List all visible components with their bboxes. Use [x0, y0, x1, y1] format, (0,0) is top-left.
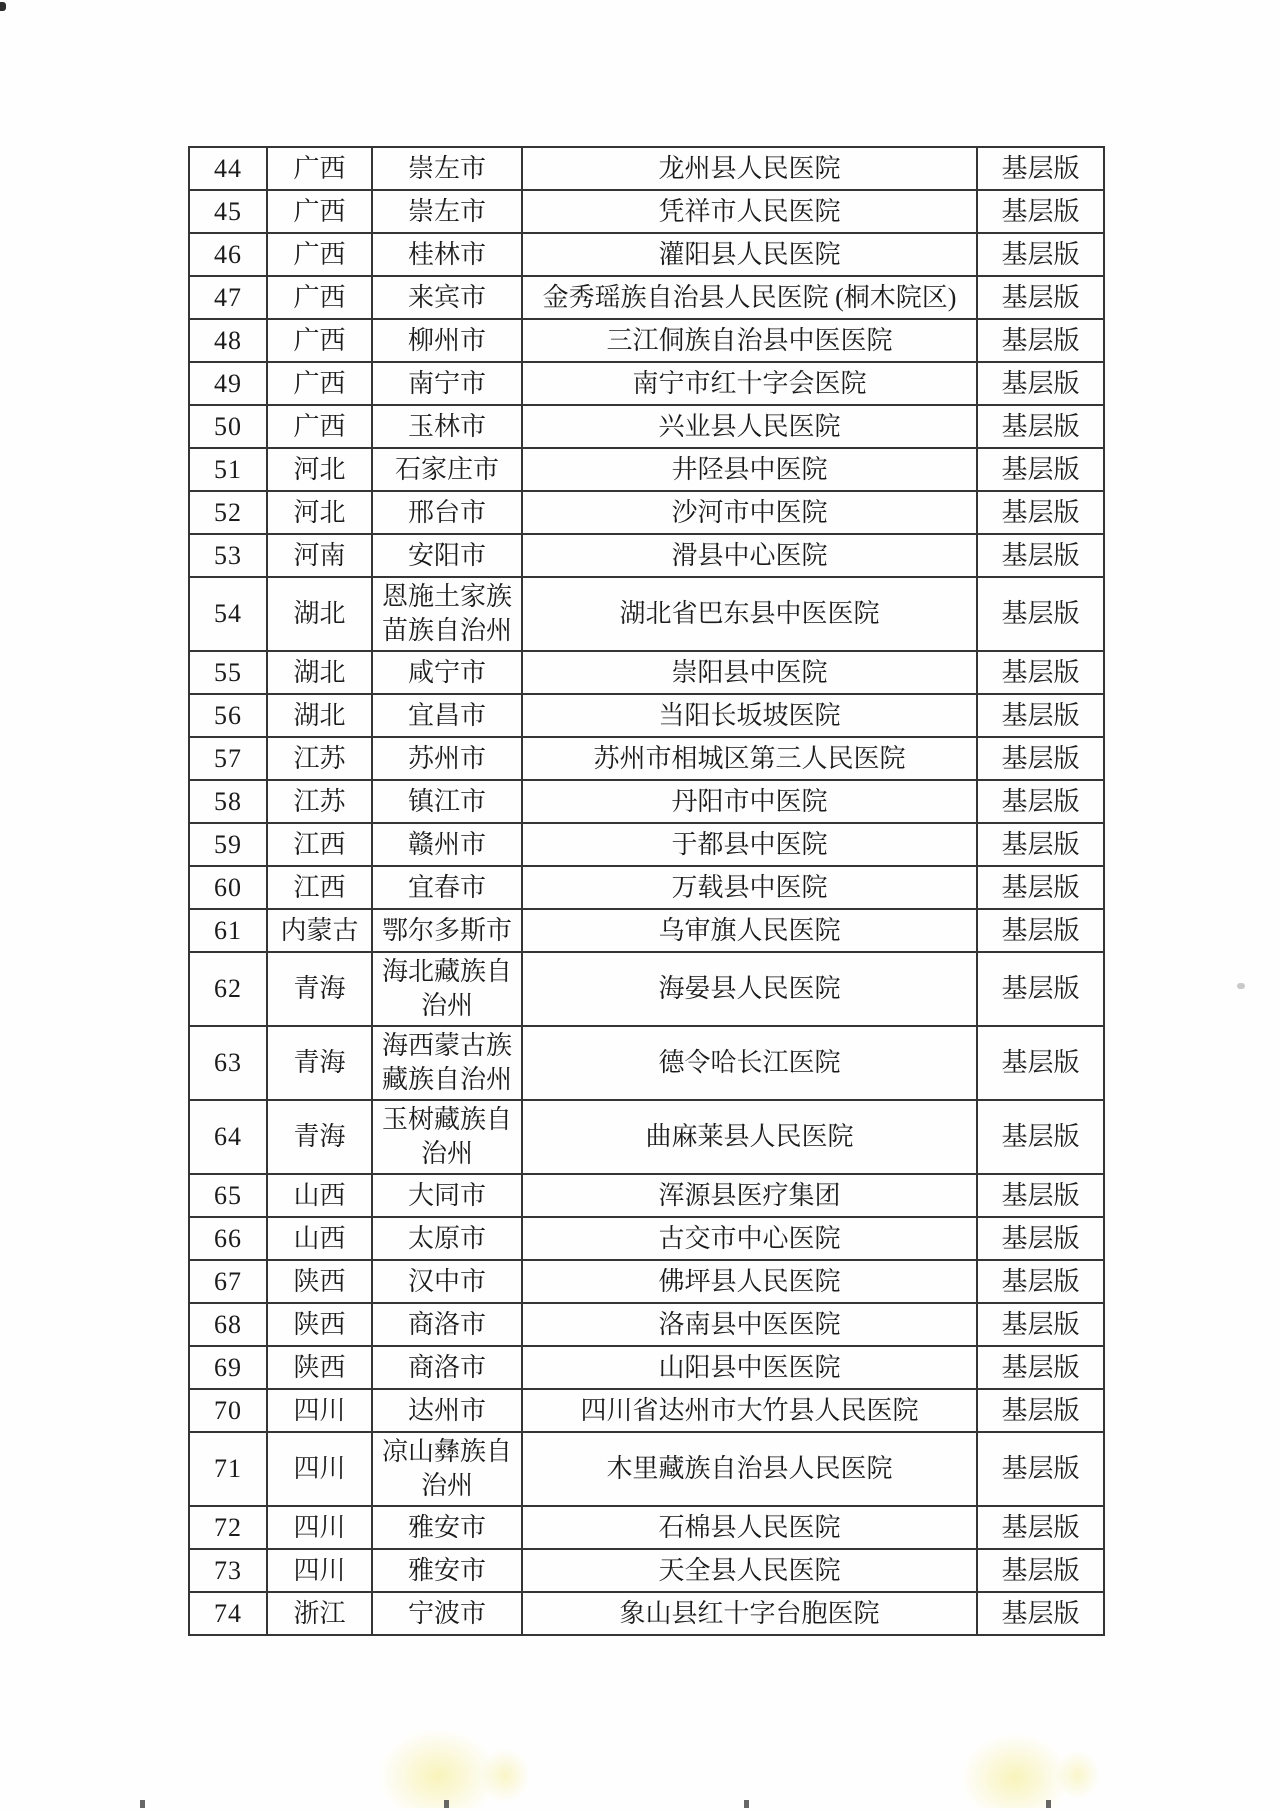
- cell-province: 湖北: [267, 577, 372, 651]
- cell-hospital: 湖北省巴东县中医医院: [522, 577, 977, 651]
- cell-city: 镇江市: [372, 780, 522, 823]
- cell-hospital: 井陉县中医院: [522, 448, 977, 491]
- cell-province: 湖北: [267, 651, 372, 694]
- hospital-list-table: [188, 146, 1105, 1636]
- table-row: [189, 233, 1104, 276]
- cell-number: 67: [189, 1260, 267, 1303]
- table-row: [189, 190, 1104, 233]
- cell-number: 49: [189, 362, 267, 405]
- table-row: [189, 147, 1104, 190]
- cell-city: 石家庄市: [372, 448, 522, 491]
- cell-city: 宁波市: [372, 1592, 522, 1635]
- cell-number: 69: [189, 1346, 267, 1389]
- cell-hospital: 三江侗族自治县中医医院: [522, 319, 977, 362]
- table-row: [189, 1026, 1104, 1100]
- cell-edition: 基层版: [977, 866, 1104, 909]
- cell-number: 53: [189, 534, 267, 577]
- cell-edition: 基层版: [977, 577, 1104, 651]
- cell-city: 大同市: [372, 1174, 522, 1217]
- cell-hospital: 海晏县人民医院: [522, 952, 977, 1026]
- cell-edition: 基层版: [977, 823, 1104, 866]
- cell-city: 商洛市: [372, 1303, 522, 1346]
- cell-city: 苏州市: [372, 737, 522, 780]
- cell-province: 浙江: [267, 1592, 372, 1635]
- cell-edition: 基层版: [977, 1346, 1104, 1389]
- cell-province: 四川: [267, 1506, 372, 1549]
- table-row: [189, 1389, 1104, 1432]
- table-row: [189, 1260, 1104, 1303]
- cell-province: 江西: [267, 866, 372, 909]
- cell-city: 宜春市: [372, 866, 522, 909]
- cell-province: 山西: [267, 1174, 372, 1217]
- cell-number: 72: [189, 1506, 267, 1549]
- cell-city: 邢台市: [372, 491, 522, 534]
- cell-hospital: 佛坪县人民医院: [522, 1260, 977, 1303]
- cell-city: 南宁市: [372, 362, 522, 405]
- cell-number: 63: [189, 1026, 267, 1100]
- cell-city: 玉林市: [372, 405, 522, 448]
- cell-number: 73: [189, 1549, 267, 1592]
- cell-edition: 基层版: [977, 952, 1104, 1026]
- cell-edition: 基层版: [977, 491, 1104, 534]
- cell-city: 雅安市: [372, 1506, 522, 1549]
- table-row: [189, 276, 1104, 319]
- page-edge-mark: [140, 1800, 145, 1808]
- scan-speck-artifact: [0, 2, 6, 11]
- cell-edition: 基层版: [977, 737, 1104, 780]
- table-row: [189, 319, 1104, 362]
- cell-edition: 基层版: [977, 1432, 1104, 1506]
- cell-edition: 基层版: [977, 448, 1104, 491]
- cell-edition: 基层版: [977, 362, 1104, 405]
- cell-province: 江苏: [267, 737, 372, 780]
- table-row: [189, 952, 1104, 1026]
- table-row: [189, 1346, 1104, 1389]
- cell-province: 山西: [267, 1217, 372, 1260]
- cell-number: 58: [189, 780, 267, 823]
- cell-edition: 基层版: [977, 233, 1104, 276]
- cell-city: 宜昌市: [372, 694, 522, 737]
- page-edge-mark: [1046, 1800, 1051, 1808]
- cell-hospital: 四川省达州市大竹县人民医院: [522, 1389, 977, 1432]
- page-edge-mark: [744, 1800, 749, 1808]
- cell-number: 45: [189, 190, 267, 233]
- cell-number: 62: [189, 952, 267, 1026]
- cell-number: 68: [189, 1303, 267, 1346]
- cell-province: 青海: [267, 952, 372, 1026]
- table-row: [189, 405, 1104, 448]
- cell-number: 44: [189, 147, 267, 190]
- cell-province: 青海: [267, 1026, 372, 1100]
- cell-city: 太原市: [372, 1217, 522, 1260]
- cell-number: 74: [189, 1592, 267, 1635]
- cell-edition: 基层版: [977, 909, 1104, 952]
- cell-number: 47: [189, 276, 267, 319]
- cell-edition: 基层版: [977, 1174, 1104, 1217]
- cell-city: 鄂尔多斯市: [372, 909, 522, 952]
- table-row: [189, 909, 1104, 952]
- cell-hospital: 洛南县中医医院: [522, 1303, 977, 1346]
- cell-hospital: 凭祥市人民医院: [522, 190, 977, 233]
- scan-speck-artifact: [1237, 983, 1245, 989]
- cell-province: 四川: [267, 1549, 372, 1592]
- cell-city: 玉树藏族自治州: [372, 1100, 522, 1174]
- cell-hospital: 象山县红十字台胞医院: [522, 1592, 977, 1635]
- table-row: [189, 823, 1104, 866]
- cell-edition: 基层版: [977, 1217, 1104, 1260]
- yellow-stain-artifact: [480, 1748, 530, 1803]
- cell-province: 广西: [267, 362, 372, 405]
- table-row: [189, 1506, 1104, 1549]
- cell-number: 59: [189, 823, 267, 866]
- cell-number: 55: [189, 651, 267, 694]
- cell-hospital: 沙河市中医院: [522, 491, 977, 534]
- cell-number: 51: [189, 448, 267, 491]
- cell-hospital: 乌审旗人民医院: [522, 909, 977, 952]
- cell-edition: 基层版: [977, 1592, 1104, 1635]
- cell-hospital: 兴业县人民医院: [522, 405, 977, 448]
- cell-hospital: 滑县中心医院: [522, 534, 977, 577]
- cell-city: 咸宁市: [372, 651, 522, 694]
- cell-hospital: 苏州市相城区第三人民医院: [522, 737, 977, 780]
- cell-province: 青海: [267, 1100, 372, 1174]
- cell-edition: 基层版: [977, 190, 1104, 233]
- cell-hospital: 曲麻莱县人民医院: [522, 1100, 977, 1174]
- table-row: [189, 780, 1104, 823]
- cell-hospital: 天全县人民医院: [522, 1549, 977, 1592]
- cell-hospital: 木里藏族自治县人民医院: [522, 1432, 977, 1506]
- cell-number: 50: [189, 405, 267, 448]
- cell-city: 安阳市: [372, 534, 522, 577]
- cell-province: 广西: [267, 405, 372, 448]
- cell-hospital: 崇阳县中医院: [522, 651, 977, 694]
- table-row: [189, 651, 1104, 694]
- cell-province: 陕西: [267, 1303, 372, 1346]
- yellow-stain-artifact: [1055, 1750, 1100, 1800]
- cell-hospital: 万载县中医院: [522, 866, 977, 909]
- cell-city: 汉中市: [372, 1260, 522, 1303]
- cell-province: 广西: [267, 190, 372, 233]
- cell-hospital: 灌阳县人民医院: [522, 233, 977, 276]
- cell-province: 江苏: [267, 780, 372, 823]
- cell-number: 70: [189, 1389, 267, 1432]
- table-row: [189, 1432, 1104, 1506]
- cell-edition: 基层版: [977, 651, 1104, 694]
- cell-hospital: 南宁市红十字会医院: [522, 362, 977, 405]
- cell-hospital: 金秀瑶族自治县人民医院 (桐木院区): [522, 276, 977, 319]
- cell-number: 65: [189, 1174, 267, 1217]
- cell-edition: 基层版: [977, 147, 1104, 190]
- cell-hospital: 龙州县人民医院: [522, 147, 977, 190]
- table-row: [189, 1303, 1104, 1346]
- cell-number: 57: [189, 737, 267, 780]
- cell-province: 内蒙古: [267, 909, 372, 952]
- cell-number: 61: [189, 909, 267, 952]
- cell-hospital: 于都县中医院: [522, 823, 977, 866]
- cell-hospital: 古交市中心医院: [522, 1217, 977, 1260]
- cell-hospital: 德令哈长江医院: [522, 1026, 977, 1100]
- cell-city: 雅安市: [372, 1549, 522, 1592]
- cell-province: 广西: [267, 319, 372, 362]
- cell-hospital: 当阳长坂坡医院: [522, 694, 977, 737]
- cell-city: 恩施土家族苗族自治州: [372, 577, 522, 651]
- cell-hospital: 山阳县中医医院: [522, 1346, 977, 1389]
- cell-province: 广西: [267, 276, 372, 319]
- cell-edition: 基层版: [977, 1260, 1104, 1303]
- cell-edition: 基层版: [977, 694, 1104, 737]
- cell-city: 桂林市: [372, 233, 522, 276]
- cell-edition: 基层版: [977, 780, 1104, 823]
- cell-city: 柳州市: [372, 319, 522, 362]
- cell-city: 达州市: [372, 1389, 522, 1432]
- cell-edition: 基层版: [977, 276, 1104, 319]
- cell-city: 赣州市: [372, 823, 522, 866]
- table-row: [189, 1217, 1104, 1260]
- cell-province: 广西: [267, 147, 372, 190]
- cell-city: 商洛市: [372, 1346, 522, 1389]
- cell-province: 陕西: [267, 1346, 372, 1389]
- cell-province: 广西: [267, 233, 372, 276]
- cell-edition: 基层版: [977, 534, 1104, 577]
- cell-city: 海西蒙古族藏族自治州: [372, 1026, 522, 1100]
- cell-city: 来宾市: [372, 276, 522, 319]
- table-row: [189, 534, 1104, 577]
- cell-province: 湖北: [267, 694, 372, 737]
- cell-city: 崇左市: [372, 147, 522, 190]
- cell-hospital: 石棉县人民医院: [522, 1506, 977, 1549]
- cell-province: 河北: [267, 448, 372, 491]
- cell-province: 四川: [267, 1432, 372, 1506]
- cell-number: 64: [189, 1100, 267, 1174]
- table-row: [189, 362, 1104, 405]
- cell-city: 崇左市: [372, 190, 522, 233]
- cell-hospital: 丹阳市中医院: [522, 780, 977, 823]
- cell-edition: 基层版: [977, 1389, 1104, 1432]
- cell-hospital: 浑源县医疗集团: [522, 1174, 977, 1217]
- table-row: [189, 1174, 1104, 1217]
- yellow-stain-artifact: [378, 1728, 498, 1808]
- table-row: [189, 694, 1104, 737]
- cell-number: 66: [189, 1217, 267, 1260]
- table-row: [189, 1549, 1104, 1592]
- table-row: [189, 1100, 1104, 1174]
- cell-edition: 基层版: [977, 1506, 1104, 1549]
- cell-city: 海北藏族自治州: [372, 952, 522, 1026]
- table-row: [189, 577, 1104, 651]
- cell-edition: 基层版: [977, 405, 1104, 448]
- cell-province: 四川: [267, 1389, 372, 1432]
- cell-number: 48: [189, 319, 267, 362]
- cell-edition: 基层版: [977, 1303, 1104, 1346]
- cell-province: 河南: [267, 534, 372, 577]
- table-row: [189, 491, 1104, 534]
- cell-province: 河北: [267, 491, 372, 534]
- cell-edition: 基层版: [977, 1549, 1104, 1592]
- cell-number: 54: [189, 577, 267, 651]
- cell-edition: 基层版: [977, 1026, 1104, 1100]
- cell-province: 江西: [267, 823, 372, 866]
- table-row: [189, 1592, 1104, 1635]
- table-row: [189, 737, 1104, 780]
- cell-number: 71: [189, 1432, 267, 1506]
- cell-number: 46: [189, 233, 267, 276]
- cell-edition: 基层版: [977, 319, 1104, 362]
- cell-number: 60: [189, 866, 267, 909]
- cell-edition: 基层版: [977, 1100, 1104, 1174]
- table-row: [189, 448, 1104, 491]
- yellow-stain-artifact: [960, 1733, 1070, 1808]
- cell-city: 凉山彝族自治州: [372, 1432, 522, 1506]
- table-body: [189, 147, 1104, 1635]
- cell-number: 56: [189, 694, 267, 737]
- table-row: [189, 866, 1104, 909]
- cell-province: 陕西: [267, 1260, 372, 1303]
- cell-number: 52: [189, 491, 267, 534]
- page-edge-mark: [444, 1800, 449, 1808]
